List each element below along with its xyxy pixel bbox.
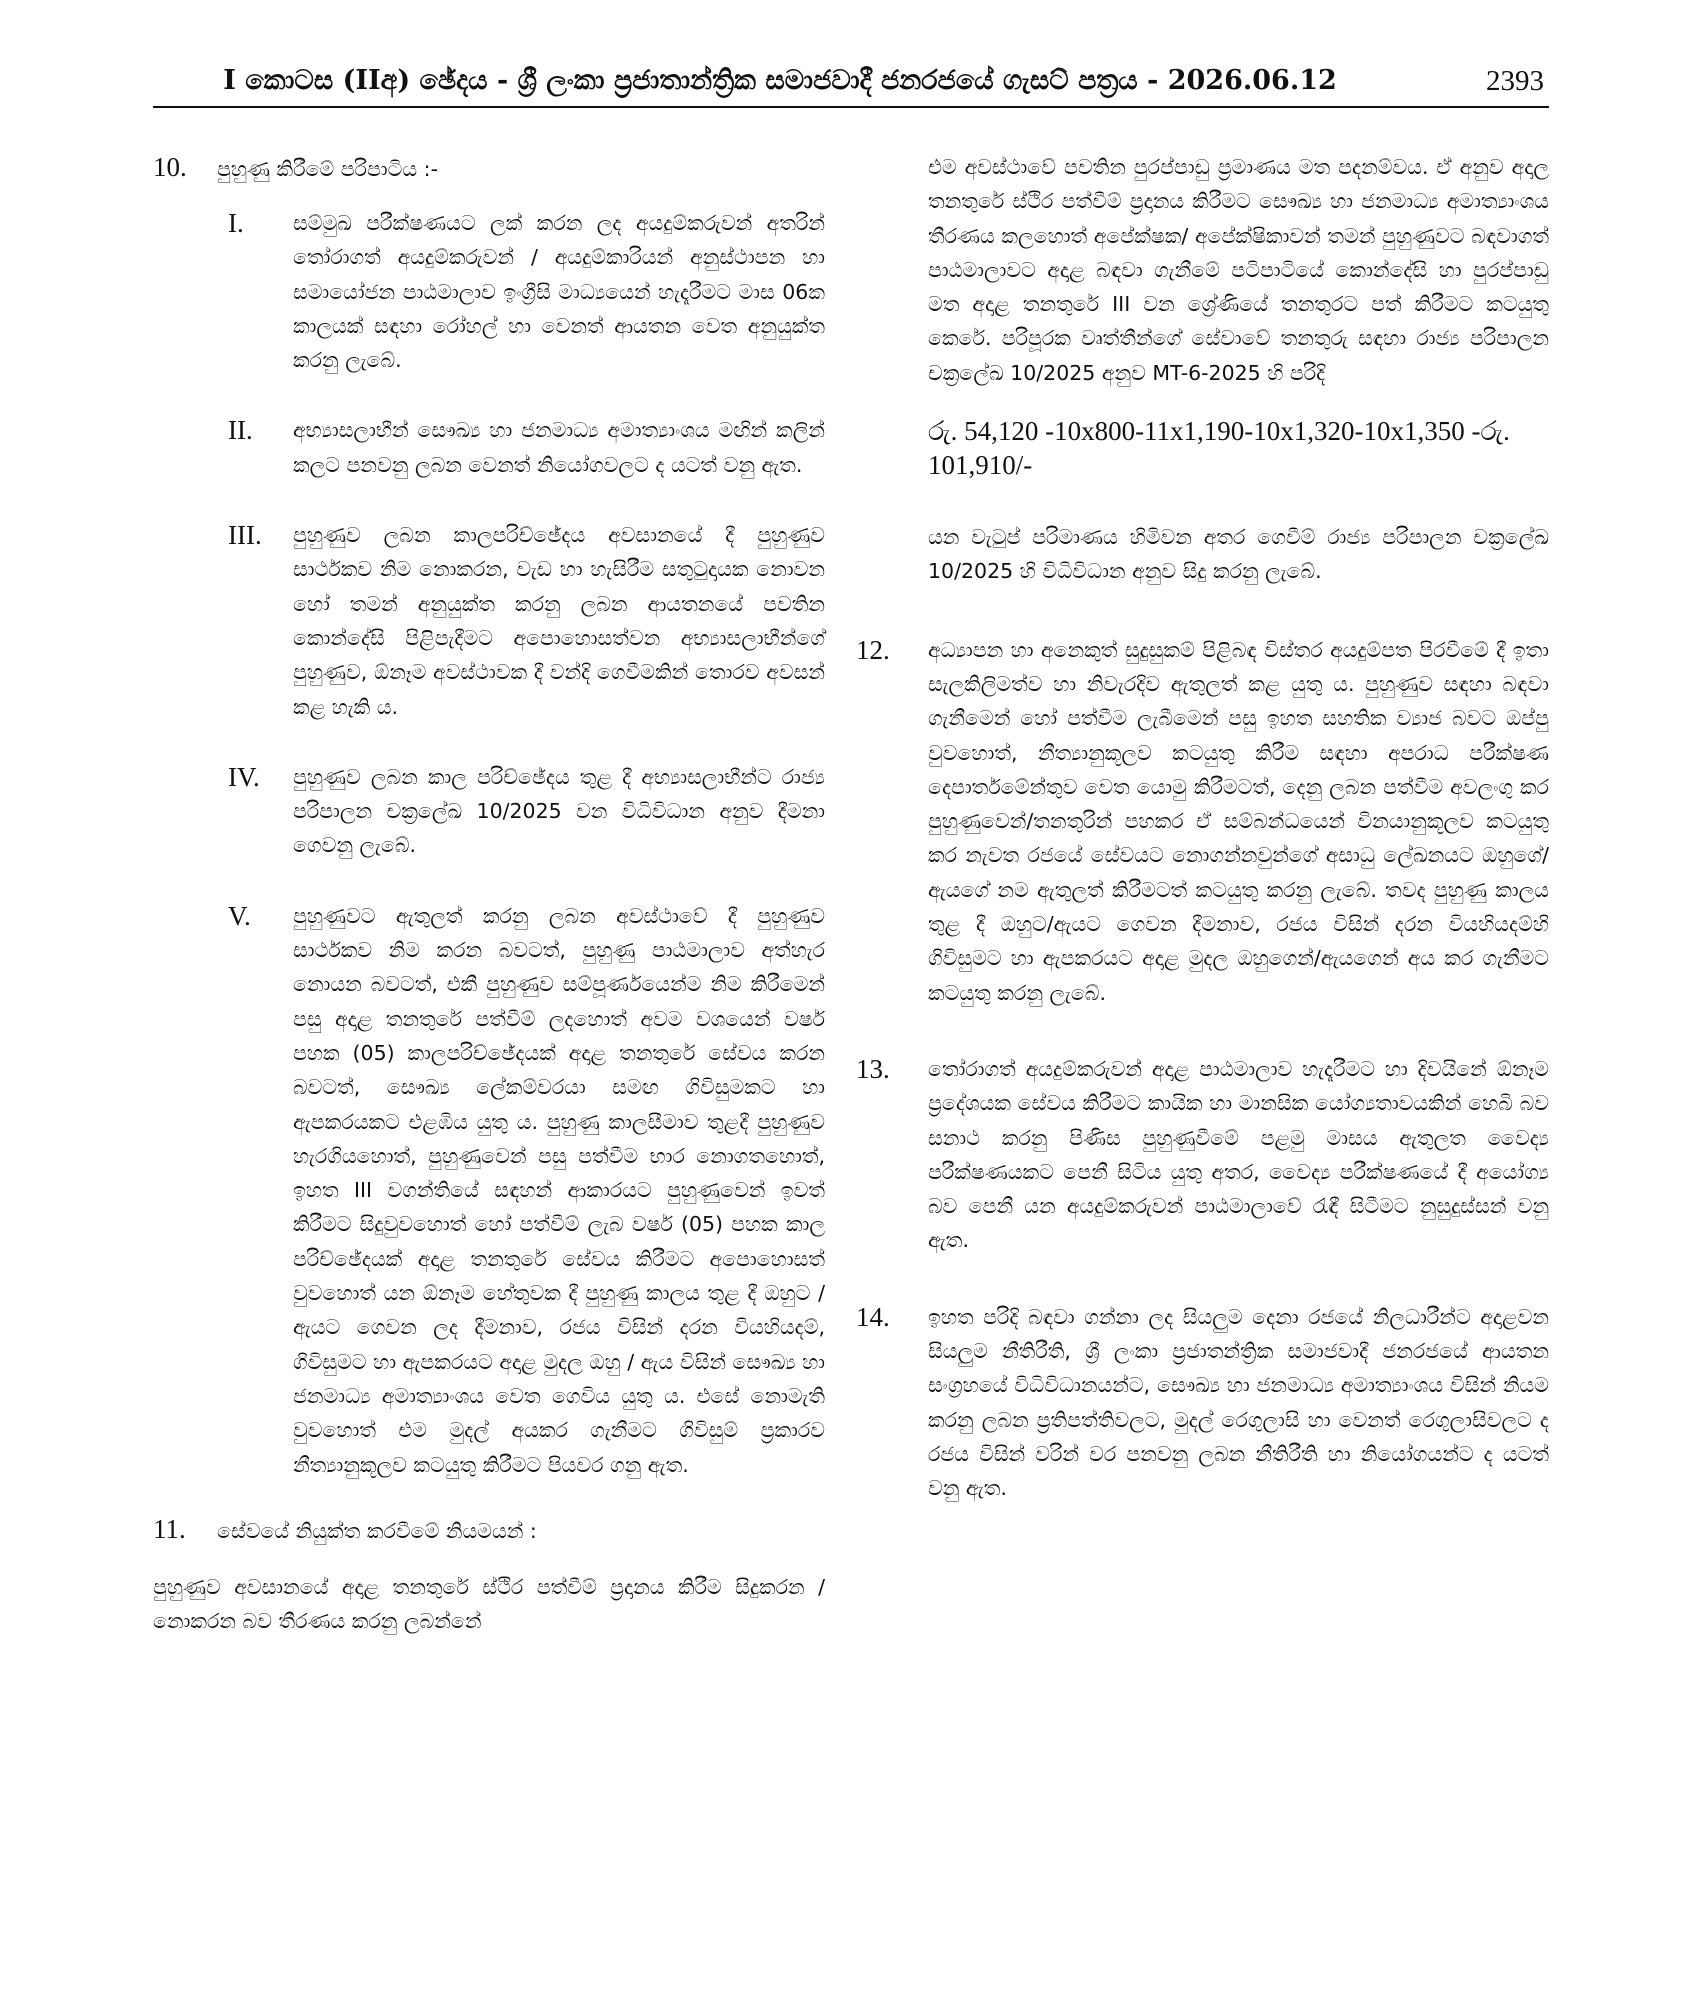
- section-number: 13.: [856, 1053, 890, 1084]
- header-rule: [153, 106, 1549, 108]
- section-10-heading: [153, 150, 825, 186]
- section-title: පුහුණු කිරීමේ පරිපාටිය :-: [217, 157, 438, 181]
- section-14-text: ඉහත පරිදි බඳවා ගන්නා ලද සියලුම දෙනා රජයේ නිලධාරීන්ට අදාළවන සියලුම නීතිරීති, ශ්‍රී ලංකා ප්‍රජාතන්ත්‍රික සමාජවාදී ජනරජයේ ආයතන සංග්‍රහයේ විධිවිධානයන්ට, සෞඛ්‍ය හා ජනමාධ්‍ය අමාත්‍යාංශය විසින් නියම කරනු ලබන ප්‍රතිපත්තිවලට, මුදල් රෙගුලාසි හා වෙනත් රෙගුලාසිවලට ද රජය විසින් වරින් වර පනවනු ලබන නීතිරීති හා නියෝගයන්ට ද යටත් වනු ඇත.: [928, 1304, 1549, 1501]
- list-item-v: [153, 899, 825, 1482]
- roman-numeral: IV.: [228, 761, 260, 792]
- page-number: 2393: [1486, 65, 1544, 97]
- list-item-text: අභ්‍යාසලාභීන් සෞඛ්‍ය හා ජනමාධ්‍ය අමාත්‍යාංශය මඟින් කලින් කලට පනවනු ලබන වෙනත් නියෝගවලට ද යටත් වනු ඇත.: [293, 418, 825, 477]
- section-13-text: තෝරාගත් අයදුම්කරුවන් අදාළ පාඨමාලාව හැදෑරීමට හා දිවයිනේ ඕනෑම ප්‍රදේශයක සේවය කිරීමට කායික හා මානසික යෝග්‍යතාවයකින් හෙබි බව සනාථ කරනු පිණිස පුහුණුවීමේ පළමු මාසය ඇතුලත වෛද්‍ය පරීක්ෂණයකට පෙනී සිටිය යුතු අතර, වෛද්‍ය පරීක්ෂණයේ දී අයෝග්‍ය බව පෙනී යන අයදුම්කරුවන් පාඨමාලාවේ රැඳී සිටීමට නුසුදුස්සන් වනු ඇත.: [928, 1056, 1549, 1253]
- right-column: [856, 150, 1549, 1506]
- section-11-tail-text: යන වැටුප් පරිමාණය හිමිවන අතර ගෙවීම් රාජ්‍ය පරිපාලන චක්‍රලේඛ 10/2025 හි විධිවිධාන අනුව සිදු කරනු ලැබේ.: [928, 525, 1549, 584]
- section-10: [153, 150, 825, 1482]
- section-14: [856, 1300, 1549, 1506]
- section-number: 10.: [153, 152, 187, 182]
- list-item-text: පුහුණුවට ඇතුලත් කරනු ලබන අවස්ථාවේ දී පුහුණුව සාර්ථකව නිම කරන බවටත්, පුහුණු පාඨමාලාව අත්හැර නොයන බවටත්, එකී පුහුණුව සම්පූර්ණයෙන්ම නිම කිරීමෙන් පසු අදාළ තනතුරේ පත්වීම් ලදහොත් අවම වශයෙන් වර්ෂ පහක (05) කාලපරිච්ඡේදයක් අදාළ තනතුරේ සේවය කරන බවටත්, සෞඛ්‍ය ලේකම්වරයා සමඟ ගිවිසුමකට හා ඇපකරයකට එළඹිය යුතු ය. පුහුණු කාලසීමාව තුළදී පුහුණුව හැරගියහොත්, පුහුණුවෙන් පසු පත්වීම භාර නොගතහොත්, ඉහත III වගන්තියේ සඳහන් ආකාරයට පුහුණුවෙන් ඉවත් කිරීමට සිදුවුවහොත් හෝ පත්වීම් ලැබ වර්ෂ (05) පහක කාල පරිච්ඡේදයක් අදාළ තනතුරේ සේවය කිරීමට අපොහොසත් වුවහොත් යන ඕනෑම හේතුවක දී පුහුණු කාලය තුළ දී ඔහුට / ඇයට ගෙවන ලද දීමනාව, රජය විසින් දරන වියහියදම්, ගිවිසුමට හා ඇපකරයට අදාළ මුදල ඔහු / ඇය විසින් සෞඛ්‍ය හා ජනමාධ්‍ය අමාත්‍යාංශය වෙත ගෙවිය යුතු ය. එසේ නොමැති වුවහොත් එම මුදල් අයකර ගැනීමට ගිවිසුම් ප්‍රකාරව නීත්‍යානුකූලව කටයුතු කිරීමට පියවර ගනු ඇත.: [293, 903, 825, 1477]
- roman-numeral: V.: [228, 900, 251, 931]
- section-11-body: පුහුණුව අවසානයේ අදාළ තනතුරේ ස්ථිර පත්වීම් ප්‍රදානය කිරීම සිදුකරන / නොකරන බව තීරණය කරනු ලබන්නේ: [153, 1574, 825, 1634]
- list-item-iv: [153, 760, 825, 863]
- roman-numeral: II.: [228, 415, 253, 446]
- roman-numeral: III.: [228, 520, 262, 551]
- section-number: 11.: [153, 1513, 186, 1544]
- list-item-i: [153, 206, 825, 377]
- section-number: 12.: [856, 634, 890, 665]
- left-column: [153, 150, 825, 1638]
- section-title: සේවයේ නියුක්ත කරවීමේ නියමයන් :: [217, 1518, 537, 1543]
- section-12: [856, 633, 1549, 1010]
- roman-numeral: I.: [228, 208, 244, 238]
- list-item-text: පුහුණුව ලබන කාලපරිච්ඡේදය අවසානයේ දී පුහුණුව සාර්ථකව නිම නොකරන, වැඩ හා හැසිරීම සතුටුදායක නොවන හෝ තමන් අනුයුක්ත කරනු ලබන ආයතනයේ පවතින කොන්දේසි පිළිපැදීමට අපොහොසත්වන අභ්‍යාසලාභීන්ගේ පුහුණුව, ඕනෑම අවස්ථාවක දී වන්දි ගෙවීමකින් තොරව අවසන් කළ හැකි ය.: [293, 523, 825, 719]
- section-number: 14.: [856, 1301, 890, 1332]
- list-item-text: සම්මුඛ පරීක්ෂණයට ලක් කරන ලද අයදුම්කරුවන් අතරින් තෝරාගත් අයදුම්කරුවන් / අයදුම්කාරියන් අනුස්ථාපන හා සමායෝජන පාඨමාලාව ඉංග්‍රීසි මාධ්‍යයෙන් හැදෑරීමට මාස 06ක කාලයක් සඳහා රෝහල් හා වෙනත් ආයතන වෙත අනුයුක්ත කරනු ලැබේ.: [293, 211, 825, 373]
- section-11-continued-text: එම අවස්ථාවේ පවතින පුරප්පාඩු ප්‍රමාණය මත පදනම්වය. ඒ අනුව අදාල තනතුරේ ස්ථිර පත්වීම් ප්‍රදානය කිරීමට සෞඛ්‍ය හා ජනමාධ්‍ය අමාත්‍යාංශය තීරණය කලහොත් අපේක්ෂක/ අපේක්ෂිකාවන් තමන් පුහුණුවට බඳවාගත් පාඨමාලාවට අදාළ බඳවා ගැනීමේ පටිපාටියේ කොන්දේසි හා පුරප්පාඩු මත අදාළ තනතුරේ III වන ශ්‍රේණියේ තනතුරට පත් කිරීමට කටයුතු කෙරේ. පරිපූරක වෘත්තීන්ගේ සේවාවේ තනතුරු සඳහා රාජ්‍ය පරිපාලන චක්‍රලේඛ 10/2025 අනුව MT-6-2025 හි පරිදි: [928, 155, 1549, 385]
- list-item-text: පුහුණුව ලබන කාල පරිච්ඡේදය තුළ දී අභ්‍යාසලාභීන්ට රාජ්‍ය පරිපාලන චක්‍රලේඛ 10/2025 වන විධිවිධාන අනුව දීමනා ගෙවනු ලැබේ.: [293, 764, 825, 858]
- gazette-header-title: I කොටස (IIඅ) ඡේදය - ශ්‍රී ලංකා ප්‍රජාතාන්ත්‍රික සමාජවාදී ජනරජයේ ගැසට් පත්‍රය - 2026.06.12: [223, 65, 1337, 96]
- section-13: [856, 1052, 1549, 1258]
- section-11-heading: [153, 1512, 825, 1548]
- section-11: [153, 1512, 825, 1639]
- list-item-ii: [153, 413, 825, 482]
- section-12-text: අධ්‍යාපන හා අනෙකුත් සුදුසුකම් පිළිබඳ විස්තර අයදුම්පත පිරවීමේ දී ඉතා සැලකිලිමත්ව හා නිවැරදිව ඇතුලත් කළ යුතු ය. පුහුණුව සඳහා බඳවා ගැනීමෙන් හෝ පත්වීම ලැබීමෙන් පසු ඉහත සහතික ව්‍යාජ බවට ඔප්පු වුවහොත්, නීත්‍යානුකූලව කටයුතු කිරීම සඳහා අපරාධ පරීක්ෂණ දෙපාර්තමේන්තුව වෙත යොමු කිරීමටත්, දෙනු ලබන පත්වීම අවලංගු කර පුහුණුවෙන්/තනතුරින් පහකර ඒ සම්බන්ධයෙන් විනයානුකූලව කටයුතු කර නැවත රජයේ සේවයට නොගන්නවුන්ගේ අසාධු ලේඛනයට ඔහුගේ/ ඇයගේ නම ඇතුලත් කිරීමටත් කටයුතු කරනු ලැබේ. තවද පුහුණු කාලය තුළ දී ඔහුට/ඇයට ගෙවන දීමනාව, රජය විසින් දරන වියහියදම්හි ගිවිසුමට හා ඇපකරයට අදාළ මුදල ඔහුගෙන්/ඇයගෙන් අය කර ගැනීමට කටයුතු කරනු ලැබේ.: [928, 637, 1549, 1005]
- salary-scale: රු. 54,120 -10x800-11x1,190-10x1,320-10x1,350 -රු. 101,910/-: [928, 416, 1510, 481]
- section-11-continued: [856, 150, 1549, 589]
- list-item-iii: [153, 518, 825, 724]
- page-header: [160, 62, 1544, 108]
